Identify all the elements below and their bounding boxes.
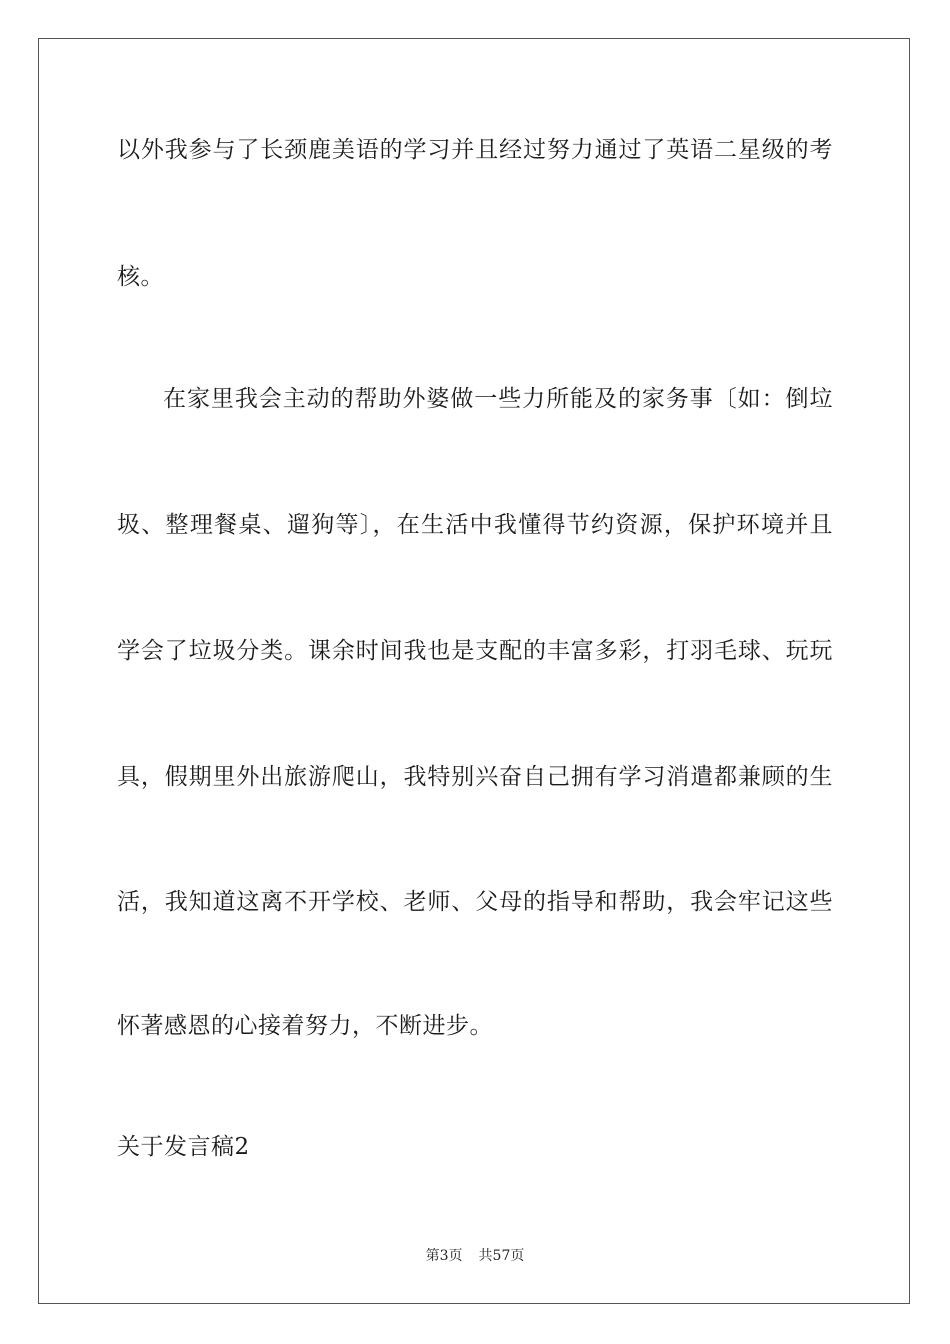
body-line-6: 具，假期里外出旅游爬山，我特别兴奋自己拥有学习消遣都兼顾的生 — [117, 764, 833, 790]
body-line-8: 怀著感恩的心接着努力，不断进步。 — [117, 1013, 493, 1039]
body-line-1: 以外我参与了长颈鹿美语的学习并且经过努力通过了英语二星级的考 — [117, 137, 833, 163]
body-line-4: 圾、整理餐桌、遛狗等〕，在生活中我懂得节约资源，保护环境并且 — [117, 512, 833, 538]
body-line-2: 核。 — [117, 264, 164, 290]
page-number: 第3页 — [425, 1248, 463, 1264]
page-total: 共57页 — [478, 1248, 525, 1264]
page-footer — [0, 1247, 950, 1265]
body-line-7: 活，我知道这离不开学校、老师、父母的指导和帮助，我会牢记这些 — [117, 889, 833, 915]
body-line-5: 学会了垃圾分类。课余时间我也是支配的丰富多彩，打羽毛球、玩玩 — [117, 638, 833, 664]
body-line-3: 在家里我会主动的帮助外婆做一些力所能及的家务事〔如：倒垃 — [163, 386, 833, 412]
page-border — [38, 38, 910, 1304]
section-heading: 关于发言稿2 — [117, 1134, 250, 1160]
